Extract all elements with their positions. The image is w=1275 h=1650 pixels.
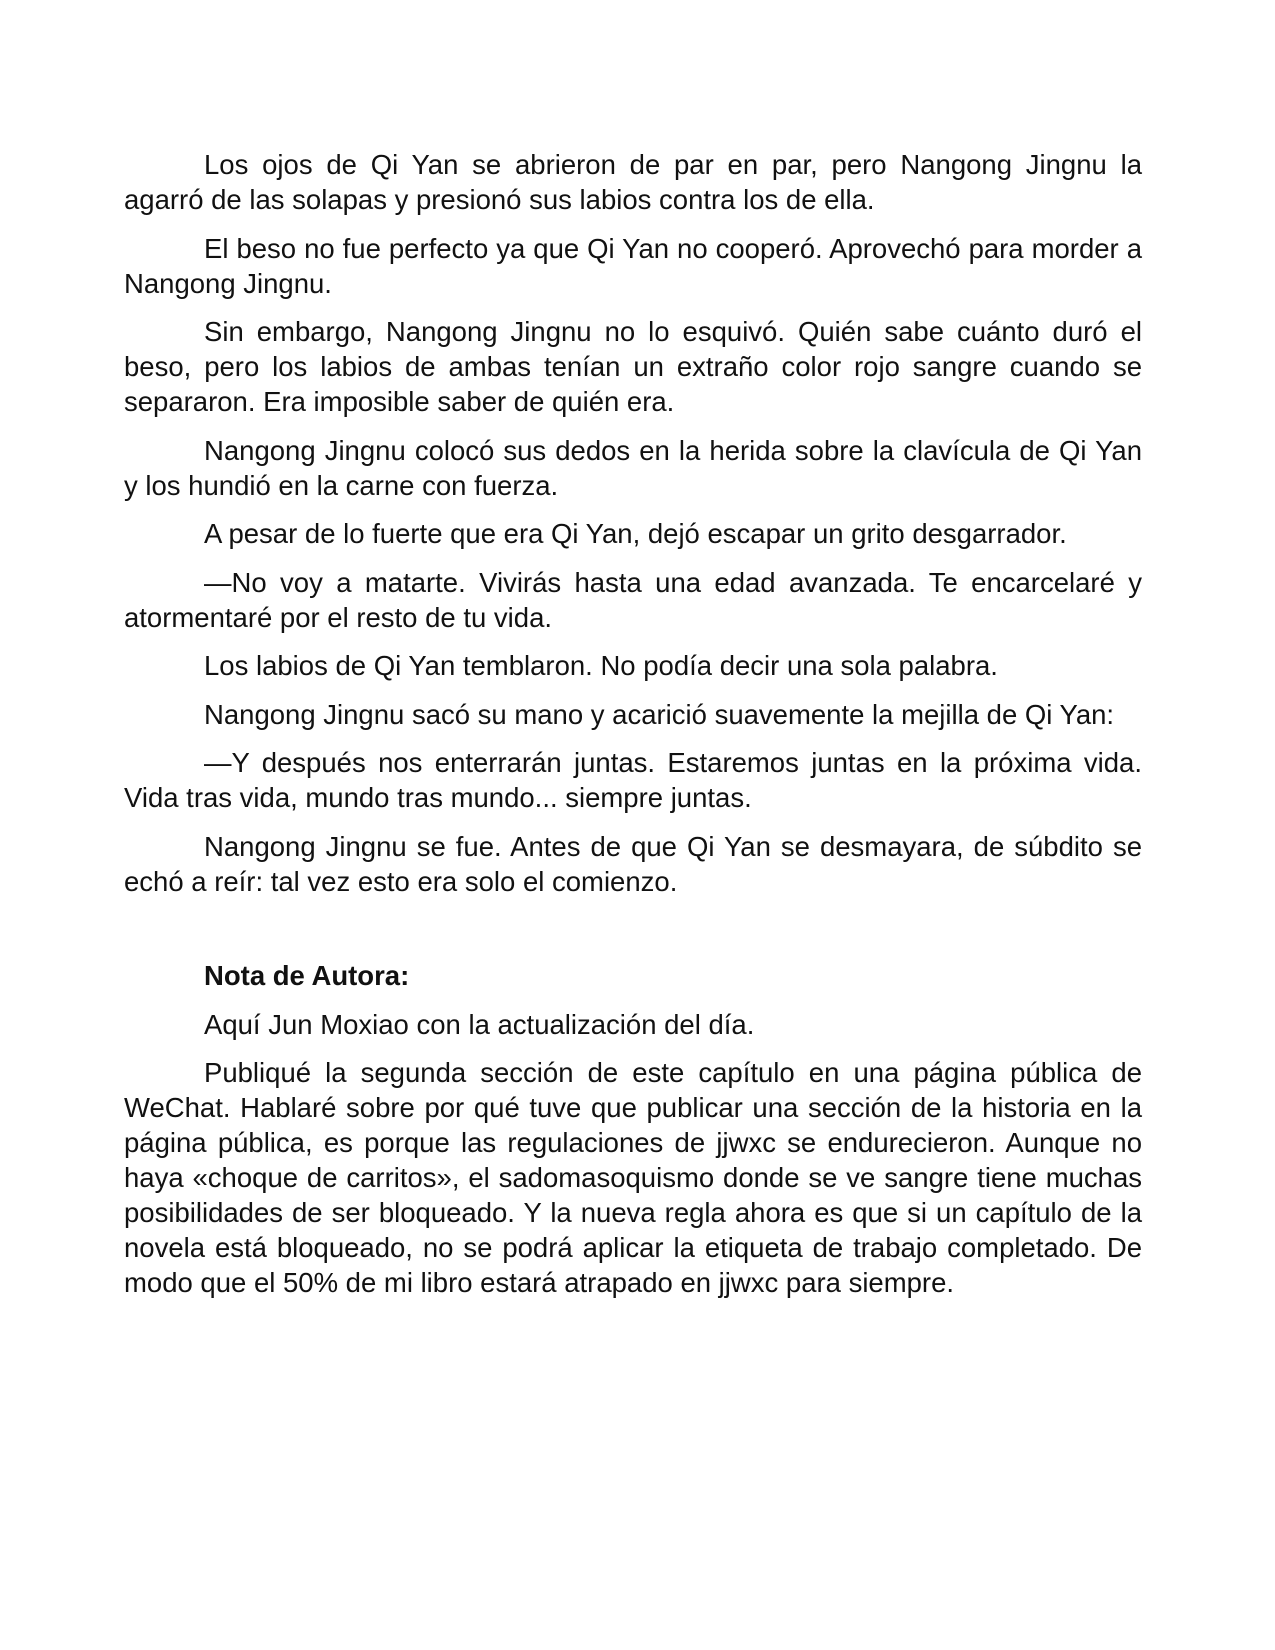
story-paragraph: —No voy a matarte. Vivirás hasta una edad avanzada. Te encarcelaré y atormentaré por el resto de tu vida. bbox=[124, 566, 1142, 633]
story-paragraph: El beso no fue perfecto ya que Qi Yan no cooperó. Aprovechó para morder a Nangong Jingnu. bbox=[124, 232, 1142, 299]
story-paragraph: Los labios de Qi Yan temblaron. No podía decir una sola palabra. bbox=[204, 650, 998, 681]
author-note-paragraph: Aquí Jun Moxiao con la actualización del día. bbox=[204, 1008, 755, 1040]
story-paragraph: Nangong Jingnu sacó su mano y acarició suavemente la mejilla de Qi Yan: bbox=[204, 698, 1115, 730]
section-spacer bbox=[124, 912, 1142, 958]
author-note-paragraph: Publiqué la segunda sección de este capítulo en una página pública de WeChat. Hablaré sobre por qué tuve que publicar una sección de la historia en la página pública, es porque las regulaciones de jjwxc se endurecieron. Aunque no haya «choque de carritos», el sadomasoquismo donde se ve sangre tiene muchas posibilidades de ser bloqueado. Y la nueva regla ahora es que si un capítulo de la novela está bloqueado, no se podrá aplicar la etiqueta de trabajo completado. De modo que el 50% de mi libro estará atrapado en jjwxc para siempre. bbox=[124, 1057, 1142, 1298]
story-paragraph: A pesar de lo fuerte que era Qi Yan, dejó escapar un grito desgarrador. bbox=[204, 518, 1067, 549]
story-paragraph: Nangong Jingnu colocó sus dedos en la herida sobre la clavícula de Qi Yan y los hundió en la carne con fuerza. bbox=[124, 434, 1142, 501]
story-paragraph: —Y después nos enterrarán juntas. Estaremos juntas en la próxima vida. Vida tras vida, mundo tras mundo... siempre juntas. bbox=[124, 747, 1142, 813]
page-body bbox=[124, 147, 1142, 1314]
story-paragraph: Los ojos de Qi Yan se abrieron de par en par, pero Nangong Jingnu la agarró de las solapas y presionó sus labios contra los de ella. bbox=[124, 149, 1142, 215]
story-paragraph: Sin embargo, Nangong Jingnu no lo esquivó. Quién sabe cuánto duró el beso, pero los labios de ambas tenían un extraño color rojo sangre cuando se separaron. Era imposible saber de quién era. bbox=[124, 316, 1142, 417]
story-paragraph: Nangong Jingnu se fue. Antes de que Qi Yan se desmayara, de súbdito se echó a reír: tal vez esto era solo el comienzo. bbox=[124, 830, 1142, 897]
author-note-heading: Nota de Autora: bbox=[204, 960, 410, 991]
